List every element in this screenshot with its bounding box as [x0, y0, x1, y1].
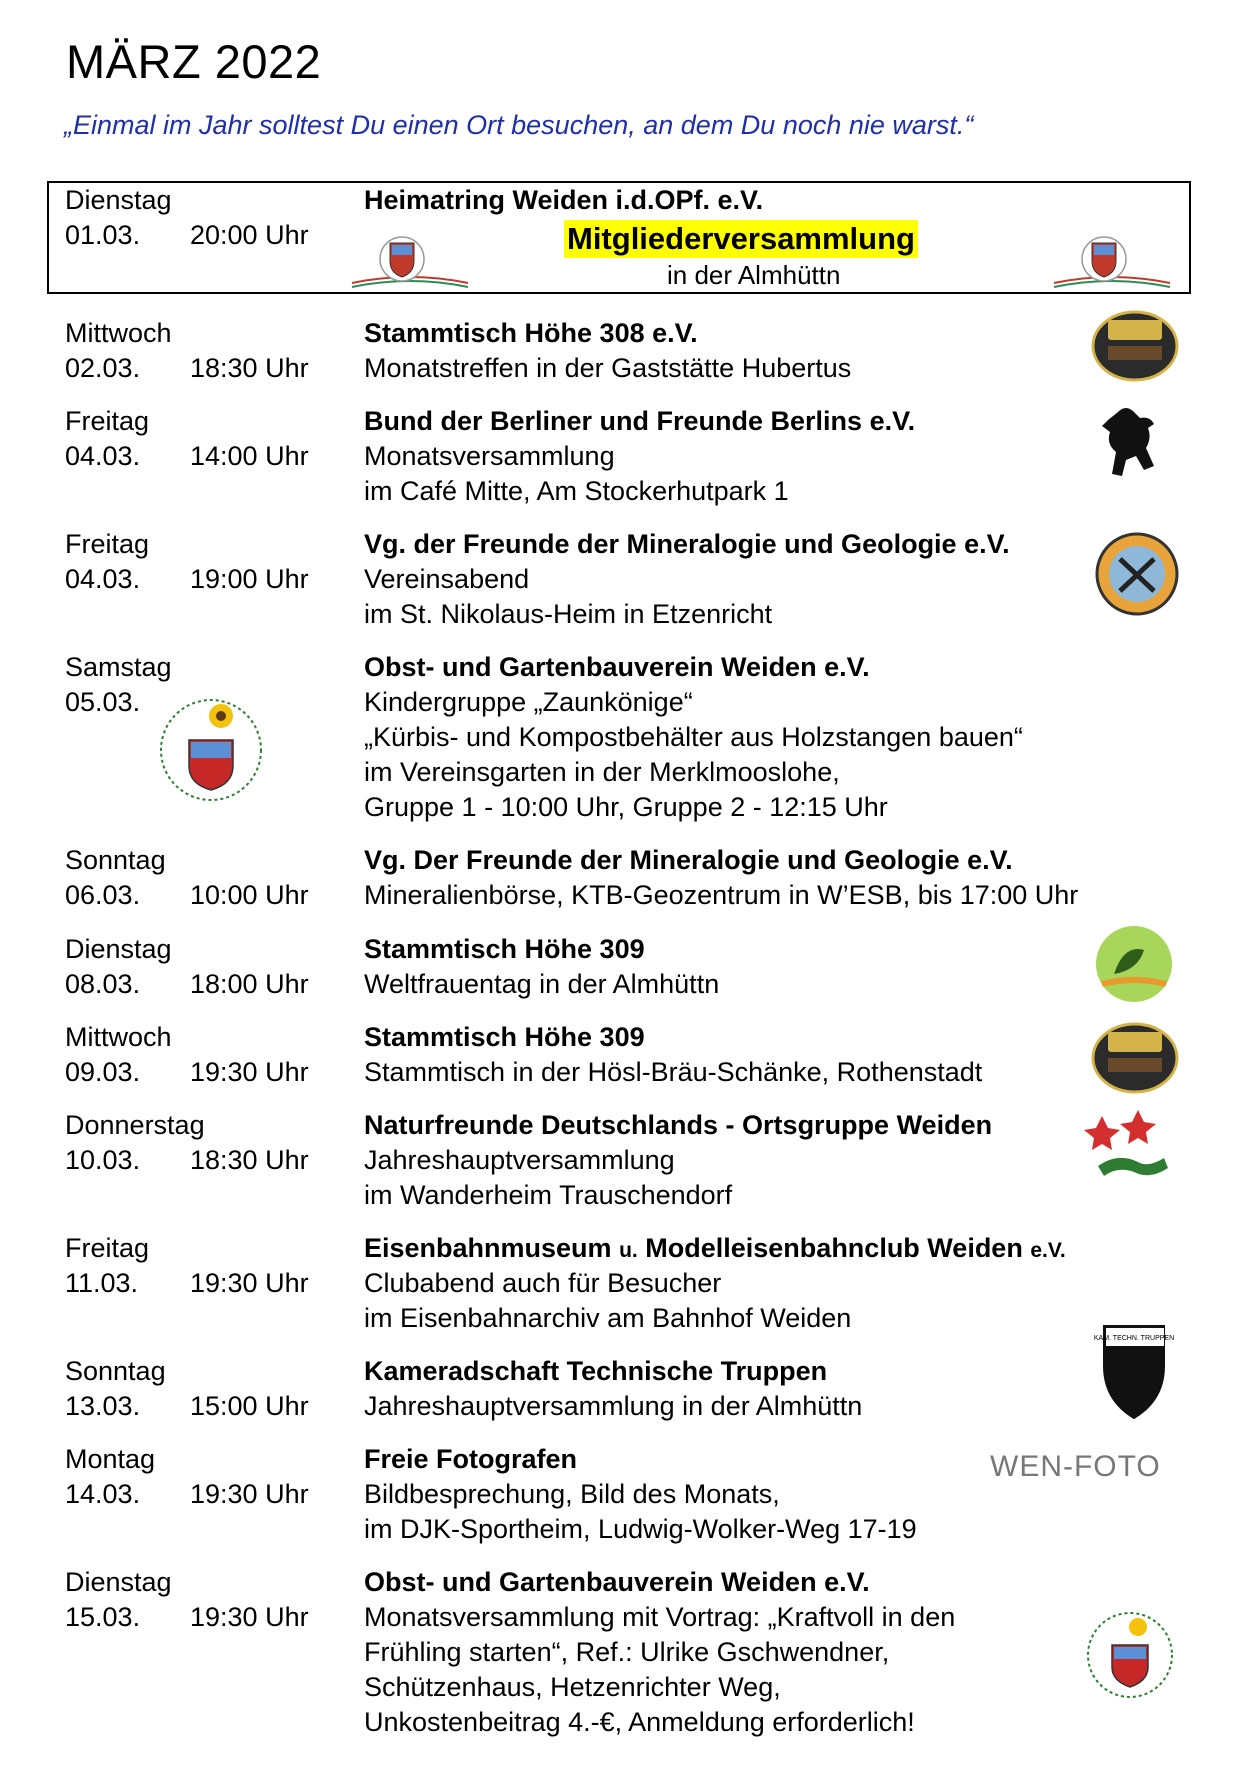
gartenbauverein-logo-small	[1084, 1605, 1176, 1705]
event-date: 10.03.	[65, 1145, 141, 1175]
event-time: 19:30 Uhr	[190, 1268, 309, 1298]
event-org: Stammtisch Höhe 309	[364, 1022, 645, 1052]
event-place: in der Almhüttn	[667, 260, 841, 290]
event-line: Schützenhaus, Hetzenrichter Weg,	[364, 1672, 781, 1702]
naturfreunde-logo	[1086, 1108, 1172, 1188]
event-org: Obst- und Gartenbauverein Weiden e.V.	[364, 1567, 870, 1597]
event-line: im St. Nikolaus-Heim in Etzenricht	[364, 599, 773, 629]
event-line: im Wanderheim Trauschendorf	[364, 1180, 733, 1210]
event-day: Montag	[65, 1444, 156, 1474]
event-date: 15.03.	[65, 1602, 141, 1632]
event-org	[364, 1231, 1066, 1268]
event-time: 18:30 Uhr	[190, 1145, 309, 1175]
event-time: 20:00 Uhr	[190, 220, 309, 250]
event-line: Weltfrauentag in der Almhüttn	[364, 969, 720, 999]
event-org: Kameradschaft Technische Truppen	[364, 1356, 828, 1386]
event-org-part: Modelleisenbahnclub Weiden	[645, 1233, 1023, 1263]
stammtisch-309-crest-logo	[1090, 1020, 1180, 1098]
wen-foto-logo: WEN-FOTO	[990, 1450, 1161, 1483]
event-day: Dienstag	[65, 1567, 172, 1597]
event-line: Vereinsabend	[364, 564, 530, 594]
event-org: Stammtisch Höhe 309	[364, 934, 645, 964]
event-time: 18:00 Uhr	[190, 969, 309, 999]
event-date: 04.03.	[65, 441, 141, 471]
event-line: Monatsversammlung mit Vortrag: „Kraftvoll in den	[364, 1602, 956, 1632]
event-org: Bund der Berliner und Freunde Berlins e.V.	[364, 406, 916, 436]
gartenbauverein-logo	[155, 690, 267, 810]
heimatring-logo-right	[1052, 231, 1172, 291]
event-org: Obst- und Gartenbauverein Weiden e.V.	[364, 652, 870, 682]
event-date: 01.03.	[65, 220, 141, 250]
event-org-part: e.V.	[1030, 1239, 1066, 1262]
event-org: Stammtisch Höhe 308 e.V.	[364, 318, 698, 348]
event-time: 14:00 Uhr	[190, 441, 309, 471]
event-date: 06.03.	[65, 880, 141, 910]
event-date: 13.03.	[65, 1391, 141, 1421]
event-org-part: u.	[619, 1239, 638, 1262]
truppen-logo-text: KAM. TECHN. TRUPPEN	[1093, 1335, 1175, 1342]
event-day: Donnerstag	[65, 1110, 205, 1140]
event-line: Jahreshauptversammlung	[364, 1145, 675, 1175]
event-org: Vg. der Freunde der Mineralogie und Geologie e.V.	[364, 529, 1010, 559]
event-time: 19:30 Uhr	[190, 1057, 309, 1087]
event-org-part: Eisenbahnmuseum	[364, 1233, 612, 1263]
event-org: Naturfreunde Deutschlands - Ortsgruppe Weiden	[364, 1110, 993, 1140]
event-org: Freie Fotografen	[364, 1444, 578, 1474]
event-time: 18:30 Uhr	[190, 353, 309, 383]
event-time: 10:00 Uhr	[190, 880, 309, 910]
event-line: im Vereinsgarten in der Merklmooslohe,	[364, 757, 840, 787]
event-line: Bildbesprechung, Bild des Monats,	[364, 1479, 780, 1509]
event-line: Monatstreffen in der Gaststätte Hubertus	[364, 353, 852, 383]
event-date: 09.03.	[65, 1057, 141, 1087]
page-title: MÄRZ 2022	[66, 35, 322, 88]
mineralogy-logo	[1092, 529, 1182, 619]
event-org: Heimatring Weiden i.d.OPf. e.V.	[364, 185, 764, 215]
stammtisch-308-logo	[1090, 306, 1180, 386]
event-time: 19:30 Uhr	[190, 1479, 309, 1509]
event-day: Mittwoch	[65, 318, 172, 348]
event-time: 19:30 Uhr	[190, 1602, 309, 1632]
event-day: Samstag	[65, 652, 172, 682]
event-day: Sonntag	[65, 1356, 166, 1386]
berlin-bear-icon	[1098, 402, 1168, 494]
event-day: Mittwoch	[65, 1022, 172, 1052]
event-day: Sonntag	[65, 845, 166, 875]
heimatring-logo-left	[350, 231, 470, 291]
event-date: 04.03.	[65, 564, 141, 594]
event-line: Mineralienbörse, KTB-Geozentrum in W’ESB, bis 17:00 Uhr	[364, 880, 1079, 910]
event-date: 08.03.	[65, 969, 141, 999]
event-time: 15:00 Uhr	[190, 1391, 309, 1421]
event-org: Vg. Der Freunde der Mineralogie und Geologie e.V.	[364, 845, 1013, 875]
event-day: Dienstag	[65, 934, 172, 964]
highlight-title: Mitgliederversammlung	[564, 220, 918, 258]
stammtisch-309-logo	[1092, 924, 1176, 1010]
event-line: im DJK-Sportheim, Ludwig-Wolker-Weg 17-19	[364, 1514, 917, 1544]
event-date: 02.03.	[65, 353, 141, 383]
event-line: im Eisenbahnarchiv am Bahnhof Weiden	[364, 1303, 852, 1333]
quote: „Einmal im Jahr solltest Du einen Ort besuchen, an dem Du noch nie warst.“	[64, 110, 974, 140]
event-date: 11.03.	[65, 1268, 139, 1298]
event-line: „Kürbis- und Kompostbehälter aus Holzstangen bauen“	[364, 722, 1023, 752]
event-time: 19:00 Uhr	[190, 564, 309, 594]
event-day: Freitag	[65, 529, 150, 559]
event-line: Gruppe 1 - 10:00 Uhr, Gruppe 2 - 12:15 Uhr	[364, 792, 888, 822]
event-date: 14.03.	[65, 1479, 141, 1509]
event-line: im Café Mitte, Am Stockerhutpark 1	[364, 476, 789, 506]
event-day: Freitag	[65, 406, 150, 436]
event-line: Kindergruppe „Zaunkönige“	[364, 687, 693, 717]
event-line: Monatsversammlung	[364, 441, 615, 471]
event-day: Dienstag	[65, 185, 172, 215]
event-day: Freitag	[65, 1233, 150, 1263]
event-line: Stammtisch in der Hösl-Bräu-Schänke, Rothenstadt	[364, 1057, 983, 1087]
event-line: Frühling starten“, Ref.: Ulrike Gschwendner,	[364, 1637, 890, 1667]
event-line: Unkostenbeitrag 4.-€, Anmeldung erforderlich!	[364, 1707, 915, 1737]
event-line: Jahreshauptversammlung in der Almhüttn	[364, 1391, 863, 1421]
event-line: Clubabend auch für Besucher	[364, 1268, 722, 1298]
truppen-shield-logo	[1093, 1322, 1175, 1422]
event-date: 05.03.	[65, 687, 141, 717]
